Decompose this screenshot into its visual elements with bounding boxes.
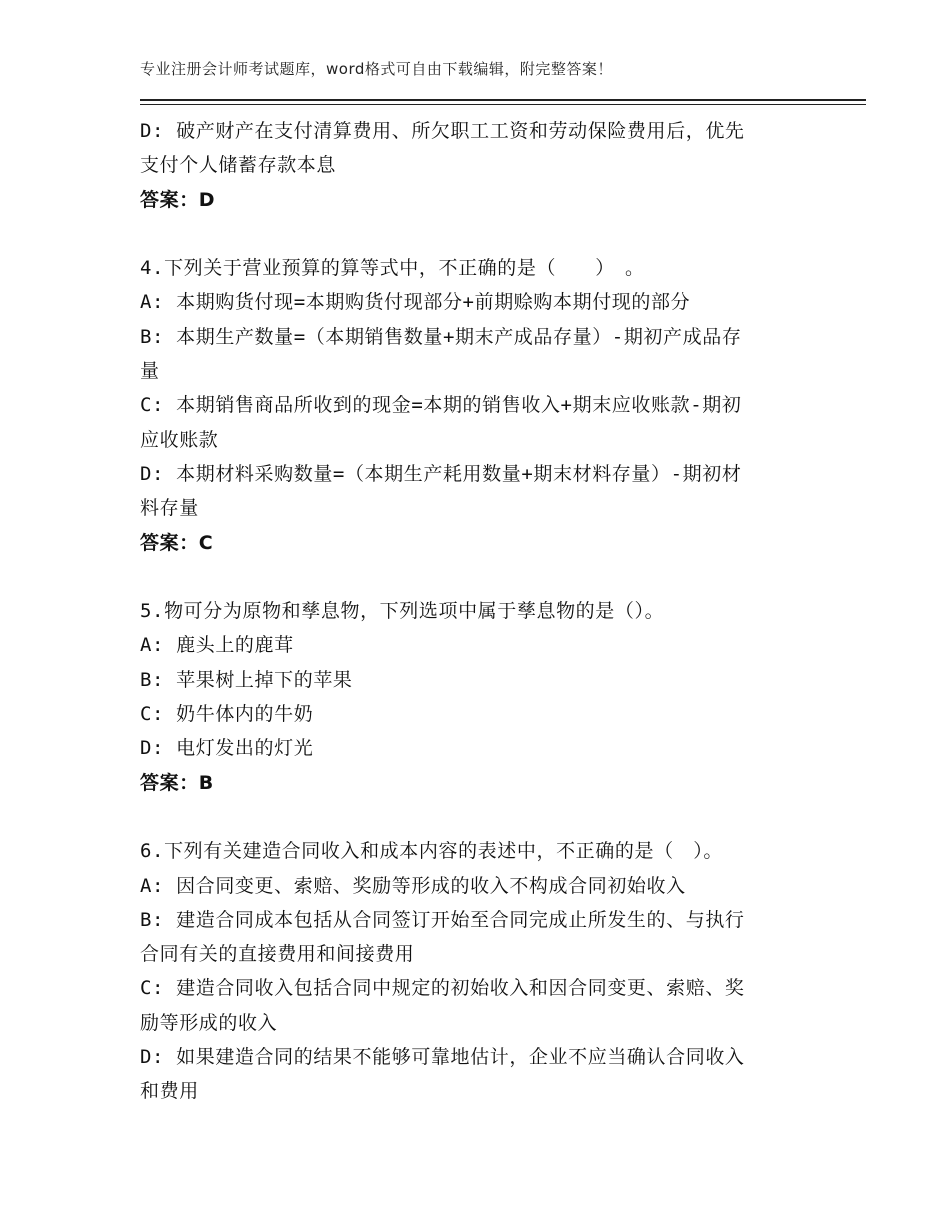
- q6-option-b: B: 建造合同成本包括从合同签订开始至合同完成止所发生的、与执行: [140, 908, 745, 931]
- q5-option-d: D: 电灯发出的灯光: [140, 737, 314, 760]
- spacer: [140, 560, 820, 594]
- q6-option-b-cont: 合同有关的直接费用和间接费用: [140, 943, 415, 966]
- q4-answer: 答案：C: [140, 531, 214, 554]
- q6-option-a: A: 因合同变更、索赔、奖励等形成的收入不构成合同初始收入: [140, 874, 686, 897]
- q4-stem: 4.下列关于营业预算的算等式中，不正确的是（ ） 。: [140, 257, 645, 280]
- q4-option-d: D: 本期材料采购数量=（本期生产耗用数量+期末材料存量）-期初材: [140, 462, 742, 485]
- question-4: [140, 251, 820, 560]
- q6-option-c-cont: 励等形成的收入: [140, 1011, 278, 1034]
- q4-option-c-cont: 应收账款: [140, 428, 219, 451]
- q5-option-a: A: 鹿头上的鹿茸: [140, 634, 294, 657]
- q4-option-c: C: 本期销售商品所收到的现金=本期的销售收入+期末应收账款-期初: [140, 394, 742, 417]
- document-body: [140, 114, 820, 1109]
- spacer: [140, 217, 820, 251]
- q4-option-d-cont: 料存量: [140, 497, 199, 520]
- spacer: [140, 800, 820, 834]
- question-6: [140, 834, 820, 1108]
- q3-option-d-cont: 支付个人储蓄存款本息: [140, 154, 337, 177]
- header-rule-thin: [140, 104, 866, 105]
- q5-stem: 5.物可分为原物和孳息物，下列选项中属于孳息物的是（）。: [140, 600, 665, 623]
- q4-option-a: A: 本期购货付现=本期购货付现部分+前期赊购本期付现的部分: [140, 291, 691, 314]
- q5-answer: 答案：B: [140, 771, 214, 794]
- q3-option-d: D: 破产财产在支付清算费用、所欠职工工资和劳动保险费用后，优先: [140, 120, 745, 142]
- q5-option-b: B: 苹果树上掉下的苹果: [140, 668, 353, 691]
- header-rule-thick: [140, 99, 866, 101]
- q5-option-c: C: 奶牛体内的牛奶: [140, 703, 314, 726]
- q6-option-d-cont: 和费用: [140, 1080, 199, 1103]
- page-header: 专业注册会计师考试题库，word格式可自由下载编辑，附完整答案！: [140, 60, 613, 78]
- q6-option-d: D: 如果建造合同的结果不能够可靠地估计，企业不应当确认合同收入: [140, 1046, 745, 1069]
- question-3: [140, 114, 820, 217]
- q3-answer: 答案：D: [140, 188, 216, 211]
- q4-option-b: B: 本期生产数量=（本期销售数量+期末产成品存量）-期初产成品存: [140, 325, 742, 348]
- question-5: [140, 594, 820, 800]
- q6-option-c: C: 建造合同收入包括合同中规定的初始收入和因合同变更、索赔、奖: [140, 977, 745, 1000]
- q4-option-b-cont: 量: [140, 360, 160, 383]
- q6-stem: 6.下列有关建造合同收入和成本内容的表述中，不正确的是（ ）。: [140, 840, 723, 863]
